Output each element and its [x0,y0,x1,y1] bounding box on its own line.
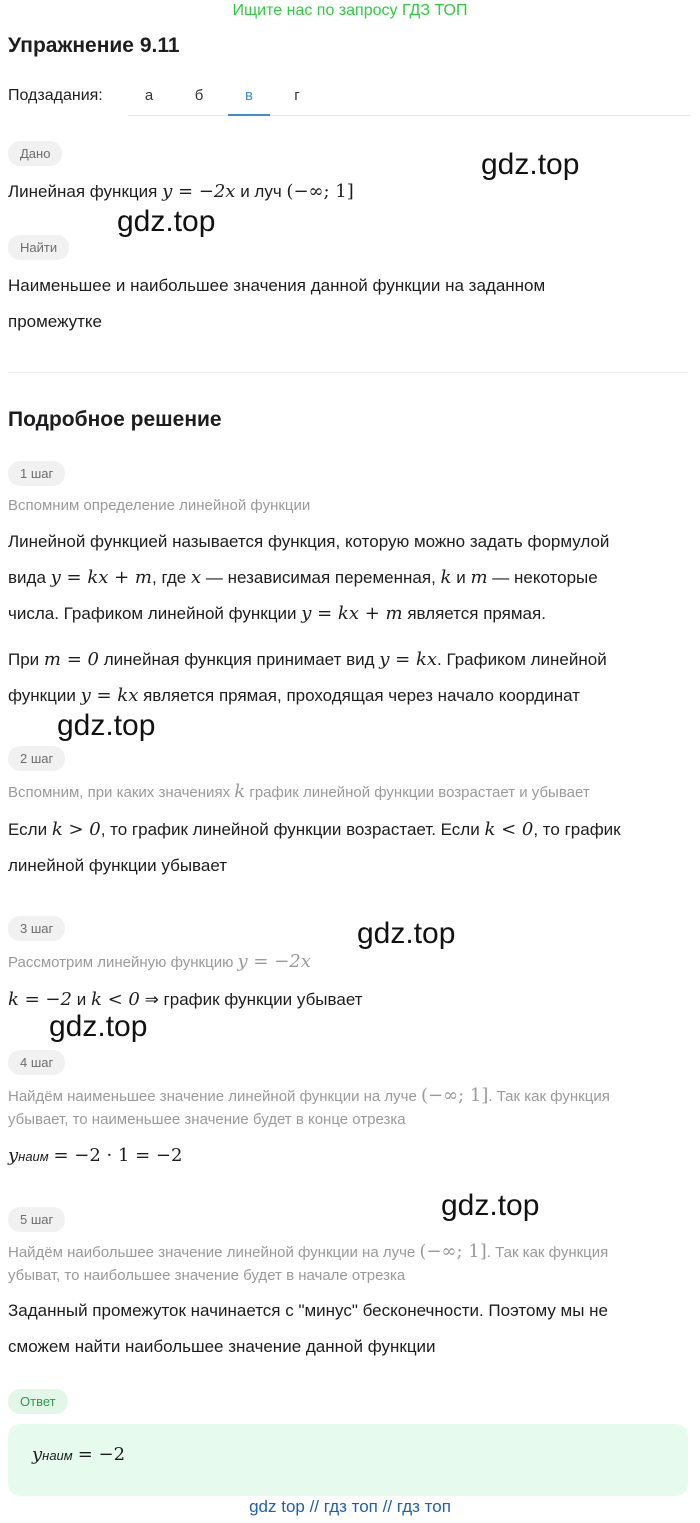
step-5-badge: 5 шаг [8,1207,65,1232]
step-2-line-1: Если k > 0, то график линейной функции возрастает. Если k < 0, то график [8,819,621,840]
step-5-hint-2: убыват, то наибольшее значение будет в начале отрезка [8,1267,406,1284]
step-3-hint: Рассмотрим линейную функцию y = −2x [8,951,311,972]
step-1-line-4: При m = 0 линейная функция принимает вид y = kx. Графиком линейной [8,649,607,670]
step-4-badge: 4 шаг [8,1050,65,1075]
given-badge: Дано [8,141,62,166]
step-2-line-2: линейной функции убывает [8,856,228,875]
answer-badge: Ответ [8,1389,68,1414]
tab-b[interactable]: б [194,87,204,104]
divider [8,372,688,373]
step-2-badge: 2 шаг [8,746,65,771]
given-interval: (−∞; 1] [286,181,354,202]
find-line-1: Наименьшее и наибольшее значения данной функции на заданном [8,276,546,295]
find-badge: Найти [8,235,69,260]
page-title: Упражнение 9.11 [8,34,180,57]
watermark: gdz.top [117,205,216,238]
given-text: Линейная функция y = −2x и луч (−∞; 1] [8,181,354,202]
step-4-hint-2: убывает, то наименьшее значение будет в конце отрезка [8,1111,406,1128]
step-1-line-5: функции y = kx является прямая, проходящая через начало координат [8,685,580,706]
tab-g[interactable]: г [294,87,300,104]
watermark: gdz.top [57,709,156,742]
step-3-line-1: k = −2 и k < 0 ⇒ график функции убывает [8,989,363,1010]
step-5-line-2: сможем найти наибольшее значение данной функции [8,1337,436,1356]
footer-links[interactable]: gdz top // гдз топ // гдз топ [249,1497,451,1516]
answer-box [8,1424,688,1496]
subtasks-label: Подзадания: [8,87,103,104]
solution-title: Подробное решение [8,408,222,431]
step-1-hint: Вспомним определение линейной функции [8,497,311,514]
subtask-tabs [128,78,690,116]
step-1-line-2: вида y = kx + m, где x — независимая переменная, k и m — некоторые [8,567,598,588]
step-1-line-3: числа. Графиком линейной функции y = kx + m является прямая. [8,603,546,624]
step-1-line-1: Линейной функцией называется функция, которую можно задать формулой [8,532,610,551]
watermark: gdz.top [357,917,456,950]
answer-value: yнаим = −2 [32,1444,126,1465]
tab-v[interactable]: в [228,78,270,116]
step-4-hint: Найдём наименьшее значение линейной функции на луче (−∞; 1]. Так как функция [8,1085,610,1106]
watermark: gdz.top [481,148,580,181]
watermark: gdz.top [441,1189,540,1222]
watermark: gdz.top [49,1010,148,1043]
step-4-result: yнаим = −2 · 1 = −2 [8,1145,183,1166]
find-line-2: промежутке [8,312,102,331]
step-1-badge: 1 шаг [8,461,65,486]
step-5-line-1: Заданный промежуток начинается с "минус" бесконечности. Поэтому мы не [8,1301,609,1320]
step-5-hint: Найдём наибольшее значение линейной функции на луче (−∞; 1]. Так как функция [8,1241,609,1262]
tab-a[interactable]: а [144,87,154,104]
step-2-hint: Вспомним, при каких значениях k график линейной функции возрастает и убывает [8,781,590,802]
step-3-badge: 3 шаг [8,916,65,941]
given-formula: y = −2x [162,181,236,202]
top-banner[interactable]: Ищите нас по запросу ГДЗ ТОП [232,2,468,19]
